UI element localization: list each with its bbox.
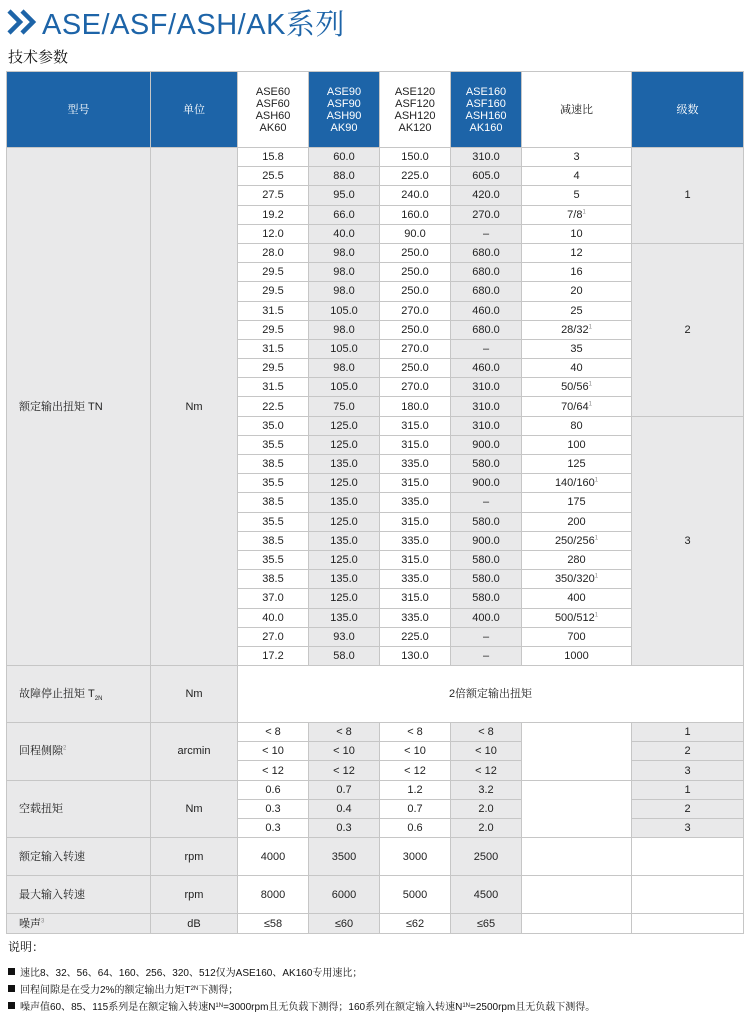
cell-size-60: ≤58 [238,914,309,934]
cell-ratio: 700 [522,627,632,646]
cell-size-90: 58.0 [309,646,380,665]
cell-stage-empty [632,838,744,876]
cell-stage: 1 [632,723,744,742]
max-speed-row [7,876,744,914]
cell-size-60: 29.5 [238,263,309,282]
cell-size-160: 580.0 [451,512,522,531]
cell-size-60: < 10 [238,742,309,761]
cell-size-60: 25.5 [238,167,309,186]
cell-size-120: 250.0 [380,243,451,262]
cell-size-120: 315.0 [380,512,451,531]
cell-size-120: 130.0 [380,646,451,665]
cell-size-120: < 12 [380,761,451,780]
cell-size-60: 35.0 [238,416,309,435]
bullet-square-icon [8,1002,15,1009]
backlash-unit: arcmin [151,723,238,781]
noise-row [7,914,744,934]
cell-size-160: 4500 [451,876,522,914]
header-size-120: ASE120 ASF120 ASH120 AK120 [380,72,451,148]
cell-size-120: 250.0 [380,282,451,301]
cell-size-160: < 8 [451,723,522,742]
table-row [7,723,744,742]
page-header [6,4,345,40]
cell-stage: 2 [632,799,744,818]
cell-size-120: 315.0 [380,416,451,435]
cell-size-120: 250.0 [380,359,451,378]
cell-size-160: 900.0 [451,531,522,550]
cell-size-160: 580.0 [451,570,522,589]
cell-size-90: < 10 [309,742,380,761]
cell-size-90: 3500 [309,838,380,876]
cell-size-160: 900.0 [451,435,522,454]
rated-speed-unit: rpm [151,838,238,876]
cell-size-60: 31.5 [238,378,309,397]
max-speed-unit: rpm [151,876,238,914]
cell-ratio: $28/32^1$ [522,320,632,339]
notes [8,938,595,1014]
header-size-90: ASE90 ASF90 ASH90 AK90 [309,72,380,148]
cell-size-120: 270.0 [380,378,451,397]
header-size-60: ASE60 ASF60 ASH60 AK60 [238,72,309,148]
emergency-value: 2倍额定输出扭矩 [238,666,744,723]
cell-size-60: 38.5 [238,493,309,512]
cell-size-160: – [451,646,522,665]
cell-size-60: 0.3 [238,819,309,838]
cell-stage: 2 [632,243,744,416]
cell-size-120: 225.0 [380,167,451,186]
cell-size-90: 135.0 [309,493,380,512]
cell-stage: 2 [632,742,744,761]
page-title: ASE/ASF/ASH/AK系列 [42,8,345,41]
cell-size-60: < 12 [238,761,309,780]
cell-ratio: $350/320^1$ [522,570,632,589]
bullet-square-icon [8,985,15,992]
cell-size-60: 12.0 [238,224,309,243]
cell-size-90: 0.3 [309,819,380,838]
cell-ratio: 20 [522,282,632,301]
cell-size-120: 90.0 [380,224,451,243]
cell-size-90: 105.0 [309,378,380,397]
cell-size-160: 680.0 [451,263,522,282]
cell-size-120: 270.0 [380,339,451,358]
cell-size-120: 150.0 [380,148,451,167]
noise-unit: dB [151,914,238,934]
cell-size-90: 105.0 [309,339,380,358]
cell-ratio-empty [522,876,632,914]
cell-size-90: 125.0 [309,589,380,608]
cell-ratio: 100 [522,435,632,454]
cell-size-90: 125.0 [309,416,380,435]
cell-size-120: 0.6 [380,819,451,838]
cell-size-90: 75.0 [309,397,380,416]
cell-size-60: 0.6 [238,780,309,799]
cell-size-90: 125.0 [309,435,380,454]
cell-size-160: 580.0 [451,589,522,608]
cell-size-160: 460.0 [451,359,522,378]
cell-size-120: 160.0 [380,205,451,224]
cell-size-90: 125.0 [309,512,380,531]
table-row [7,780,744,799]
cell-size-160: 605.0 [451,167,522,186]
cell-size-160: 420.0 [451,186,522,205]
cell-stage-empty [632,876,744,914]
cell-size-90: ≤60 [309,914,380,934]
cell-stage: 3 [632,761,744,780]
spec-table [6,71,744,934]
cell-size-60: 35.5 [238,512,309,531]
cell-size-90: 93.0 [309,627,380,646]
cell-size-120: 250.0 [380,320,451,339]
cell-size-60: 19.2 [238,205,309,224]
rated-speed-label: 额定输入转速 [7,838,151,876]
cell-stage: 1 [632,780,744,799]
cell-size-90: 6000 [309,876,380,914]
cell-size-160: 310.0 [451,416,522,435]
cell-size-60: 37.0 [238,589,309,608]
cell-size-120: 315.0 [380,435,451,454]
cell-size-90: 135.0 [309,531,380,550]
table-row [7,148,744,167]
cell-size-60: 40.0 [238,608,309,627]
cell-size-160: 460.0 [451,301,522,320]
cell-size-160: – [451,627,522,646]
cell-size-120: 335.0 [380,608,451,627]
cell-stage: 1 [632,148,744,244]
emergency-label: 故障停止扭矩 $T_{2N}$ [7,666,151,723]
torque-unit: Nm [151,148,238,666]
cell-size-160: 310.0 [451,378,522,397]
cell-size-90: 135.0 [309,608,380,627]
cell-size-120: 270.0 [380,301,451,320]
bullet-square-icon [8,968,15,975]
double-chevron-right-icon [6,7,40,37]
note-item: 噪声值60、85、115系列是在额定输入转速N 1N =3000rpm且无负载下测得；160系列在额定输入转速N 1N =2500rpm且无负载下测得。 [8,997,595,1014]
cell-size-120: 3000 [380,838,451,876]
cell-ratio: $250/256^1$ [522,531,632,550]
header-model: 型号 [7,72,151,148]
cell-size-120: ≤62 [380,914,451,934]
cell-size-160: 580.0 [451,550,522,569]
cell-size-120: 5000 [380,876,451,914]
cell-ratio: $7/8^1$ [522,205,632,224]
cell-ratio-empty [522,914,632,934]
cell-ratio: 280 [522,550,632,569]
emergency-unit: Nm [151,666,238,723]
cell-ratio-empty [522,780,632,838]
cell-size-60: 35.5 [238,474,309,493]
cell-ratio-empty [522,723,632,781]
cell-size-160: < 12 [451,761,522,780]
cell-size-60: 27.0 [238,627,309,646]
cell-size-60: 31.5 [238,339,309,358]
cell-size-160: 2500 [451,838,522,876]
cell-ratio: 25 [522,301,632,320]
cell-size-120: 335.0 [380,493,451,512]
cell-size-90: 98.0 [309,359,380,378]
cell-size-160: 680.0 [451,320,522,339]
cell-ratio: 175 [522,493,632,512]
cell-size-160: 680.0 [451,243,522,262]
cell-size-60: 29.5 [238,320,309,339]
torque-label: 额定输出扭矩 TN [7,148,151,666]
cell-size-90: 0.7 [309,780,380,799]
backlash-label: 回程侧隙$^2$ [7,723,151,781]
cell-ratio: 4 [522,167,632,186]
cell-ratio: 80 [522,416,632,435]
cell-size-160: ≤65 [451,914,522,934]
header-stage: 级数 [632,72,744,148]
header-ratio: 减速比 [522,72,632,148]
cell-size-160: 310.0 [451,397,522,416]
cell-size-60: 8000 [238,876,309,914]
cell-size-160: 900.0 [451,474,522,493]
cell-size-60: < 8 [238,723,309,742]
cell-size-60: 15.8 [238,148,309,167]
cell-size-90: 98.0 [309,282,380,301]
cell-ratio: $70/64^1$ [522,397,632,416]
cell-size-90: 135.0 [309,570,380,589]
cell-size-120: 335.0 [380,570,451,589]
cell-size-120: < 10 [380,742,451,761]
emergency-row [7,666,744,723]
cell-ratio: 1000 [522,646,632,665]
cell-ratio: 400 [522,589,632,608]
cell-ratio: $500/512^1$ [522,608,632,627]
cell-size-60: 4000 [238,838,309,876]
cell-ratio: 40 [522,359,632,378]
cell-ratio: 200 [522,512,632,531]
cell-stage-empty [632,914,744,934]
cell-size-160: 2.0 [451,799,522,818]
cell-size-90: 0.4 [309,799,380,818]
cell-size-90: 88.0 [309,167,380,186]
cell-ratio: 16 [522,263,632,282]
cell-size-120: 250.0 [380,263,451,282]
cell-size-60: 17.2 [238,646,309,665]
cell-size-160: 270.0 [451,205,522,224]
cell-size-120: 315.0 [380,474,451,493]
rated-speed-row [7,838,744,876]
cell-size-90: 66.0 [309,205,380,224]
cell-ratio: 3 [522,148,632,167]
cell-size-60: 38.5 [238,570,309,589]
cell-size-120: 0.7 [380,799,451,818]
cell-size-120: 240.0 [380,186,451,205]
cell-size-160: 680.0 [451,282,522,301]
cell-stage: 3 [632,416,744,665]
note-item: 速比8、32、56、64、160、256、320、512仅为ASE160、AK160专用速比； [8,963,595,980]
cell-size-120: 335.0 [380,531,451,550]
cell-size-160: < 10 [451,742,522,761]
cell-size-90: 95.0 [309,186,380,205]
cell-size-160: 310.0 [451,148,522,167]
cell-size-90: < 12 [309,761,380,780]
cell-ratio: 12 [522,243,632,262]
cell-size-160: 2.0 [451,819,522,838]
cell-size-90: 125.0 [309,550,380,569]
cell-ratio-empty [522,838,632,876]
cell-size-90: 105.0 [309,301,380,320]
cell-size-90: 98.0 [309,243,380,262]
cell-size-60: 38.5 [238,531,309,550]
cell-size-120: 315.0 [380,589,451,608]
cell-size-60: 31.5 [238,301,309,320]
cell-size-60: 22.5 [238,397,309,416]
cell-stage: 3 [632,819,744,838]
cell-ratio: 35 [522,339,632,358]
cell-ratio: $140/160^1$ [522,474,632,493]
cell-size-60: 38.5 [238,455,309,474]
cell-size-160: 3.2 [451,780,522,799]
cell-size-120: 335.0 [380,455,451,474]
cell-size-120: < 8 [380,723,451,742]
max-speed-label: 最大输入转速 [7,876,151,914]
cell-size-120: 1.2 [380,780,451,799]
cell-size-90: 98.0 [309,320,380,339]
cell-ratio: 5 [522,186,632,205]
cell-ratio: 10 [522,224,632,243]
cell-ratio: $50/56^1$ [522,378,632,397]
note-item: 回程间隙是在受力2%的额定输出力矩T 2N 下测得； [8,980,595,997]
notes-title: 说明： [8,940,45,954]
cell-size-120: 315.0 [380,550,451,569]
header-row [7,72,744,148]
cell-size-120: 225.0 [380,627,451,646]
noise-label: 噪声$^3$ [7,914,151,934]
cell-size-160: – [451,493,522,512]
cell-size-90: 125.0 [309,474,380,493]
cell-size-60: 29.5 [238,282,309,301]
cell-size-120: 180.0 [380,397,451,416]
cell-size-60: 28.0 [238,243,309,262]
cell-size-160: 400.0 [451,608,522,627]
cell-size-60: 35.5 [238,435,309,454]
cell-size-90: 40.0 [309,224,380,243]
cell-size-60: 35.5 [238,550,309,569]
header-unit: 单位 [151,72,238,148]
cell-size-90: 135.0 [309,455,380,474]
cell-size-90: < 8 [309,723,380,742]
noload-label: 空载扭矩 [7,780,151,838]
cell-size-90: 60.0 [309,148,380,167]
cell-size-90: 98.0 [309,263,380,282]
cell-size-160: – [451,224,522,243]
noload-unit: Nm [151,780,238,838]
page-subtitle: 技术参数 [8,48,69,66]
cell-size-160: – [451,339,522,358]
cell-size-60: 27.5 [238,186,309,205]
header-size-160: ASE160 ASF160 ASH160 AK160 [451,72,522,148]
cell-size-160: 580.0 [451,455,522,474]
cell-size-60: 0.3 [238,799,309,818]
cell-ratio: 125 [522,455,632,474]
cell-size-60: 29.5 [238,359,309,378]
